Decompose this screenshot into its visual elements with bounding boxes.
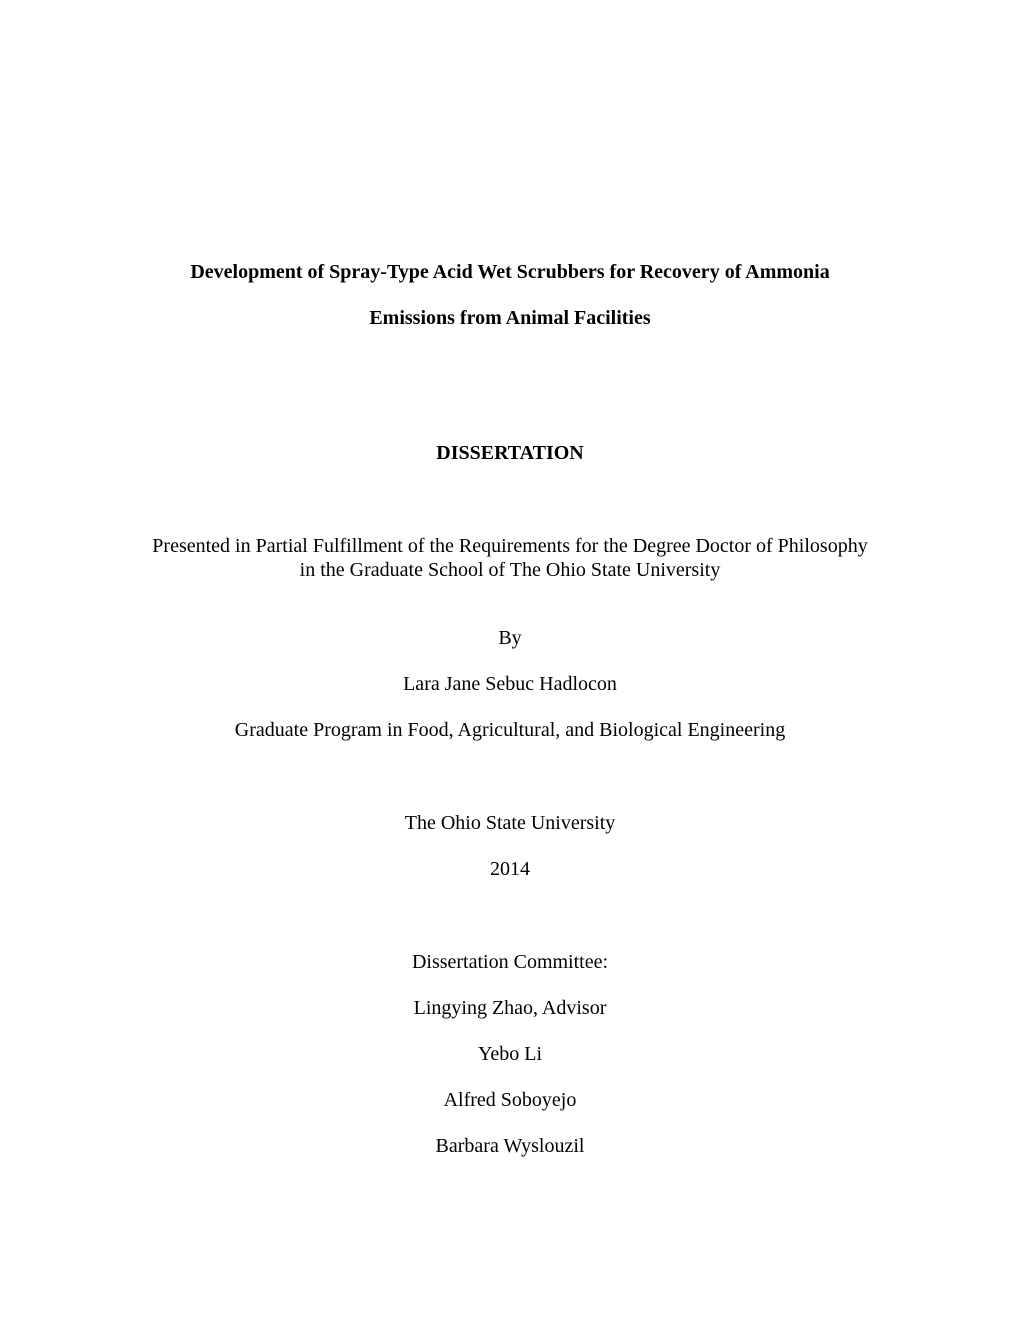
author-block (0, 615, 1020, 753)
committee-heading: Dissertation Committee: (411, 951, 609, 973)
document-title (0, 249, 1020, 341)
title-line-2: Emissions from Animal Facilities (369, 307, 651, 329)
fulfillment-line-1: Presented in Partial Fulfillment of the Requirements for the Degree Doctor of Philosophy (152, 535, 868, 557)
committee-member: Yebo Li (477, 1043, 543, 1065)
committee-member: Alfred Soboyejo (443, 1089, 577, 1111)
title-line-1: Development of Spray-Type Acid Wet Scrubbers for Recovery of Ammonia (190, 261, 830, 283)
graduate-program: Graduate Program in Food, Agricultural, and Biological Engineering (234, 719, 786, 741)
by-label: By (498, 627, 522, 649)
university-name: The Ohio State University (404, 812, 616, 834)
fulfillment-statement (0, 535, 1020, 582)
document-type (0, 430, 1020, 476)
fulfillment-line-2: in the Graduate School of The Ohio State University (299, 558, 721, 581)
committee-block (0, 939, 1020, 1169)
author-name: Lara Jane Sebuc Hadlocon (403, 673, 617, 695)
document-type-label: DISSERTATION (436, 442, 584, 464)
publication-block (0, 800, 1020, 892)
committee-member: Barbara Wyslouzil (435, 1135, 585, 1157)
publication-year: 2014 (490, 858, 530, 880)
committee-member: Lingying Zhao, Advisor (413, 997, 607, 1019)
